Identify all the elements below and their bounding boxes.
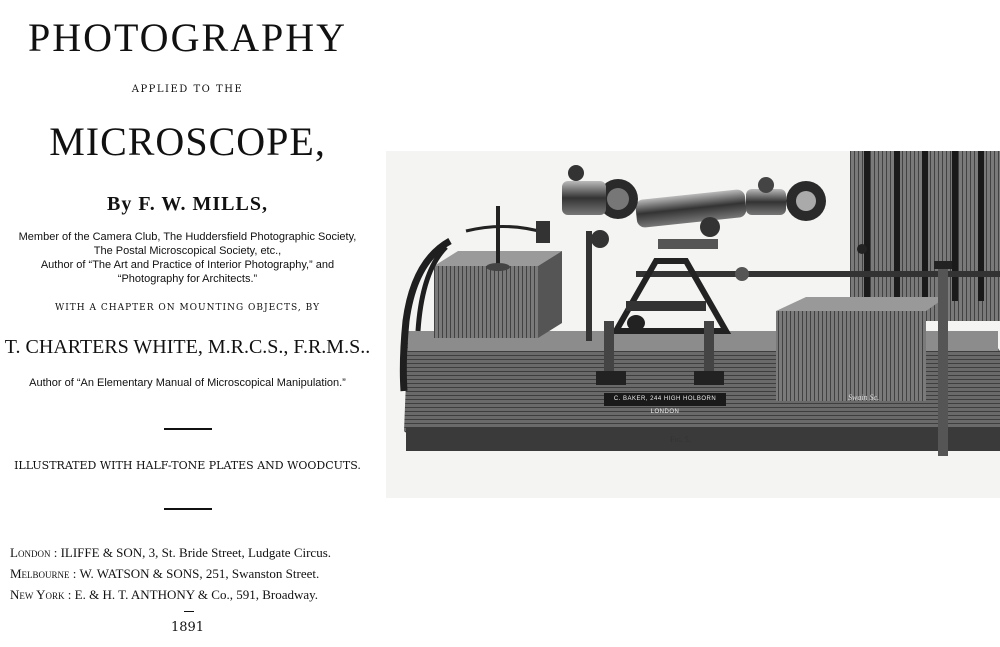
microscope-engraving xyxy=(386,151,1000,498)
imprint-publisher: E. & H. T. ANTHONY & Co., 591, Broadway. xyxy=(74,587,319,602)
author-credential-3: Author of “The Art and Practice of Interior Photography,” and xyxy=(40,259,335,271)
microscope-illustration xyxy=(386,151,1000,498)
author-credential-2: The Postal Microscopical Society, etc., xyxy=(93,245,282,257)
author-credential-1: Member of the Camera Club, The Huddersfield Photographic Society, xyxy=(18,231,357,243)
imprint-place: Melbourne : xyxy=(10,566,77,581)
illustrated-line: ILLUSTRATED WITH HALF-TONE PLATES AND WOODCUTS. xyxy=(14,459,361,472)
divider-rule-3 xyxy=(184,611,194,612)
maker-nameplate: C. BAKER, 244 HIGH HOLBORN LONDON xyxy=(604,393,726,406)
coauthor-work: Author of “An Elementary Manual of Microscopical Manipulation.” xyxy=(29,377,346,389)
divider-rule-1 xyxy=(164,428,212,430)
imprint-publisher: W. WATSON & SONS, 251, Swanston Street. xyxy=(79,566,320,581)
imprint-publisher: ILIFFE & SON, 3, St. Bride Street, Ludgate Circus. xyxy=(60,545,332,560)
coauthor-line: T. CHARTERS WHITE, M.R.C.S., F.R.M.S.. xyxy=(4,336,371,358)
title-page xyxy=(0,0,375,647)
author-credential-4: “Photography for Architects.” xyxy=(117,273,258,285)
imprint-place: New York : xyxy=(10,587,72,602)
chapter-line: WITH A CHAPTER ON MOUNTING OBJECTS, BY xyxy=(54,303,321,313)
engraver-signature: Swain Sc. xyxy=(848,393,880,402)
imprint-melbourne xyxy=(10,566,370,582)
figure-caption: Fig. 5. xyxy=(670,435,691,444)
imprint-london xyxy=(10,545,370,561)
imprint-place: London : xyxy=(10,545,58,560)
divider-rule-2 xyxy=(164,508,212,510)
subject-title: MICROSCOPE, xyxy=(49,119,326,164)
author-line: By F. W. MILLS, xyxy=(107,193,268,215)
imprint-new-york xyxy=(10,587,370,603)
book-title: PHOTOGRAPHY xyxy=(27,15,348,60)
applied-to-line: APPLIED TO THE xyxy=(131,84,244,95)
publication-year: 1891 xyxy=(170,620,205,635)
